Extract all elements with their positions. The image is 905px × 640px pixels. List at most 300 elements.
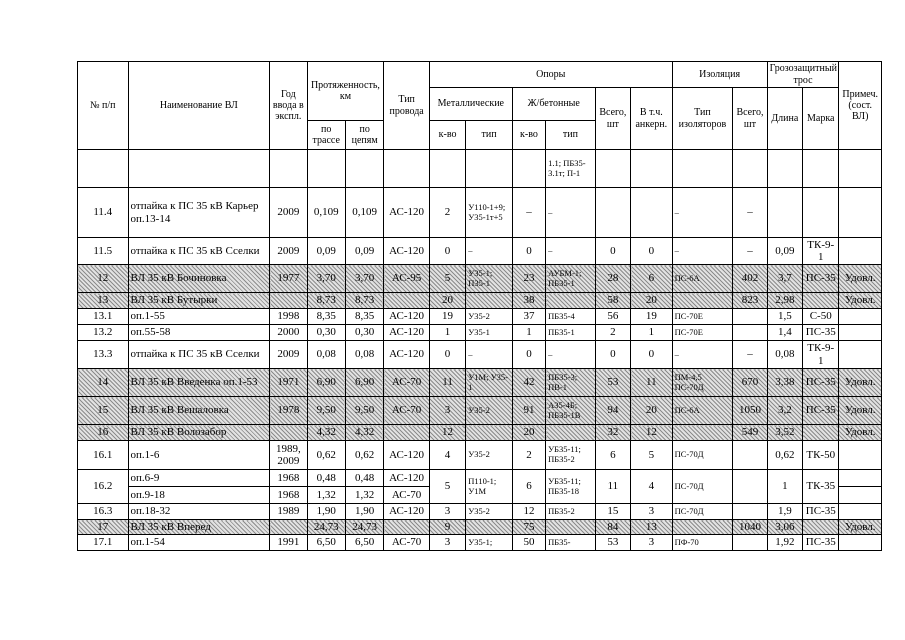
cell-insulator-type: ПС-6А [672, 397, 733, 425]
cell-ground-brand [803, 188, 839, 238]
cell-concrete-count: 0 [512, 341, 545, 369]
cell-num: 16 [78, 425, 129, 441]
cell-name: отпайка к ПС 35 кВ Сселки [128, 238, 270, 265]
cell-year: 1977 [270, 265, 307, 293]
cell-insulator-type: ПС-70Е [672, 325, 733, 341]
cell-ground-brand: ПС-35 [803, 504, 839, 520]
cell-length-circuits: 3,70 [345, 265, 383, 293]
cell-wire: АС-120 [384, 238, 430, 265]
cell-name: оп.1-55 [128, 309, 270, 325]
cell-wire [384, 293, 430, 309]
header-anchor: В т.ч. анкерн. [631, 88, 673, 150]
cell-metal-count: 5 [429, 265, 465, 293]
header-concrete-count: к-во [512, 121, 545, 150]
cell-concrete-type: 1.1; ПБ35-3.1т; П-1 [546, 150, 596, 188]
table-row [78, 238, 882, 265]
cell-ground-brand: ТК-35 [803, 470, 839, 504]
cell-num: 15 [78, 397, 129, 425]
cell-metal-type: У35-1; [466, 535, 513, 551]
cell-ground-length: 3,7 [767, 265, 802, 293]
cell-length-route: 4,32 [307, 425, 345, 441]
cell-length-route [307, 150, 345, 188]
cell-ground-brand: ПС-35 [803, 325, 839, 341]
cell-length-circuits: 6,90 [345, 369, 383, 397]
cell-length-route: 0,109 [307, 188, 345, 238]
cell-concrete-count: 75 [512, 520, 545, 535]
table-row [78, 265, 882, 293]
cell-num: 13.1 [78, 309, 129, 325]
cell-year: 1989, 2009 [270, 441, 307, 470]
cell-num: 17.1 [78, 535, 129, 551]
cell-year [270, 293, 307, 309]
cell-insulator-total [733, 441, 767, 470]
cell-ground-length: 3,2 [767, 397, 802, 425]
cell-metal-count [429, 150, 465, 188]
cell-concrete-type: УБ35-11; ПБ35-2 [546, 441, 596, 470]
header-insulator-type: Тип изоляторов [672, 88, 733, 150]
cell-name: ВЛ 35 кВ Введенка оп.1-53 [128, 369, 270, 397]
cell-total: 56 [595, 309, 630, 325]
cell-ground-length [767, 188, 802, 238]
table-row [78, 341, 882, 369]
cell-insulator-total: – [733, 341, 767, 369]
cell-anchor [631, 150, 673, 188]
cell-concrete-type: ПБ35-2 [546, 504, 596, 520]
cell-ground-length: 1,4 [767, 325, 802, 341]
cell-metal-type [466, 520, 513, 535]
cell-insulator-type: ПМ-4,5 ПС-70Д [672, 369, 733, 397]
cell-name: ВЛ 35 кВ Вперед [128, 520, 270, 535]
cell-length-route: 6,50 [307, 535, 345, 551]
cell-concrete-count: 91 [512, 397, 545, 425]
cell-concrete-type: – [546, 238, 596, 265]
cell-ground-length: 1,5 [767, 309, 802, 325]
cell-year: 2000 [270, 325, 307, 341]
cell-metal-type: У35-2 [466, 397, 513, 425]
cell-anchor: 11 [631, 369, 673, 397]
cell-ground-brand: С-50 [803, 309, 839, 325]
cell-metal-type [466, 150, 513, 188]
cell-anchor: 0 [631, 341, 673, 369]
table-row [78, 520, 882, 535]
cell-metal-type: У110-1+9; У35-1т+5 [466, 188, 513, 238]
table-body-16-2 [78, 470, 882, 504]
cell-total: 0 [595, 341, 630, 369]
cell-insulator-total: 402 [733, 265, 767, 293]
cell-metal-type: У35-1; П35-1 [466, 265, 513, 293]
cell-concrete-type [546, 425, 596, 441]
cell-note: Удовл. [839, 397, 882, 425]
table-row [78, 470, 882, 487]
cell-ground-brand: ПС-35 [803, 369, 839, 397]
cell-insulator-total: 549 [733, 425, 767, 441]
cell-name: отпайка к ПС 35 кВ Карьер оп.13-14 [128, 188, 270, 238]
cell-length-circuits: 1,32 [345, 487, 383, 504]
header-wire: Тип провода [384, 62, 430, 150]
cell-note [839, 487, 882, 504]
cell-metal-count: 20 [429, 293, 465, 309]
cell-length-circuits: 8,35 [345, 309, 383, 325]
cell-metal-count: 19 [429, 309, 465, 325]
cell-length-route: 1,90 [307, 504, 345, 520]
cell-length-circuits: 0,09 [345, 238, 383, 265]
cell-metal-count: 12 [429, 425, 465, 441]
cell-ground-brand: ТК-9-1 [803, 341, 839, 369]
cell-length-circuits: 24,73 [345, 520, 383, 535]
cell-length-route: 0,62 [307, 441, 345, 470]
cell-note: Удовл. [839, 293, 882, 309]
cell-num: 16.1 [78, 441, 129, 470]
cell-anchor: 3 [631, 504, 673, 520]
cell-length-route: 0,08 [307, 341, 345, 369]
cell-ground-length: 0,09 [767, 238, 802, 265]
cell-insulator-total: – [733, 188, 767, 238]
header-name: Наименование ВЛ [128, 62, 270, 150]
cell-note [839, 341, 882, 369]
cell-metal-type: П110-1; У1М [466, 470, 513, 504]
cell-num: 12 [78, 265, 129, 293]
cell-num: 14 [78, 369, 129, 397]
cell-ground-length: 3,06 [767, 520, 802, 535]
cell-anchor: 5 [631, 441, 673, 470]
cell-concrete-count: 42 [512, 369, 545, 397]
cell-year: 2009 [270, 238, 307, 265]
cell-ground-length: 3,52 [767, 425, 802, 441]
cell-concrete-type: ПБ35-4 [546, 309, 596, 325]
cell-num: 13.3 [78, 341, 129, 369]
cell-ground-brand: ТК-50 [803, 441, 839, 470]
cell-insulator-type: ПФ-70 [672, 535, 733, 551]
cell-anchor: 6 [631, 265, 673, 293]
cell-total: 0 [595, 238, 630, 265]
cell-name: оп.1-6 [128, 441, 270, 470]
cell-length-circuits: 0,30 [345, 325, 383, 341]
cell-length-route: 8,35 [307, 309, 345, 325]
cell-name: оп.18-32 [128, 504, 270, 520]
cell-length-route: 9,50 [307, 397, 345, 425]
cell-num: 16.2 [78, 470, 129, 504]
cell-ground-length [767, 150, 802, 188]
cell-insulator-total: 1050 [733, 397, 767, 425]
cell-name [128, 150, 270, 188]
cell-concrete-type [546, 293, 596, 309]
cell-concrete-count: 0 [512, 238, 545, 265]
cell-metal-count: 5 [429, 470, 465, 504]
cell-note [839, 441, 882, 470]
cell-metal-count: 4 [429, 441, 465, 470]
cell-year: 1968 [270, 470, 307, 487]
cell-metal-type: – [466, 238, 513, 265]
header-insulation: Изоляция [672, 62, 767, 88]
cell-wire: АС-70 [384, 535, 430, 551]
cell-ground-length: 1,92 [767, 535, 802, 551]
cell-length-circuits: 0,109 [345, 188, 383, 238]
cell-year: 1971 [270, 369, 307, 397]
cell-concrete-count [512, 150, 545, 188]
cell-year: 1998 [270, 309, 307, 325]
header-supports: Опоры [429, 62, 672, 88]
cell-metal-type [466, 425, 513, 441]
cell-ground-brand [803, 150, 839, 188]
cell-length-circuits: 4,32 [345, 425, 383, 441]
cell-total: 32 [595, 425, 630, 441]
cell-insulator-type: ПС-70Е [672, 309, 733, 325]
cell-year: 1989 [270, 504, 307, 520]
cell-concrete-type: – [546, 341, 596, 369]
cell-name: ВЛ 35 кВ Вешаловка [128, 397, 270, 425]
table-row [78, 293, 882, 309]
cell-name: ВЛ 35 кВ Бочиновка [128, 265, 270, 293]
table-row [78, 309, 882, 325]
cell-note: Удовл. [839, 265, 882, 293]
cell-metal-count: 3 [429, 397, 465, 425]
cell-metal-type: – [466, 341, 513, 369]
cell-ground-brand: ПС-35 [803, 265, 839, 293]
header-insulator-total: Всего, шт [733, 88, 767, 150]
table-row [78, 397, 882, 425]
cell-num: 13.2 [78, 325, 129, 341]
cell-concrete-type: ПБ35- [546, 535, 596, 551]
cell-ground-length: 1,9 [767, 504, 802, 520]
cell-metal-type: У35-2 [466, 504, 513, 520]
cell-concrete-type: ПБ35-3; ПВ-1 [546, 369, 596, 397]
cell-insulator-total: 670 [733, 369, 767, 397]
header-metal: Металлические [429, 88, 512, 121]
cell-year [270, 520, 307, 535]
cell-num: 17 [78, 520, 129, 535]
cell-total: 2 [595, 325, 630, 341]
cell-length-route: 6,90 [307, 369, 345, 397]
cell-concrete-count: 50 [512, 535, 545, 551]
cell-ground-length: 0,08 [767, 341, 802, 369]
cell-insulator-total: – [733, 238, 767, 265]
cell-year: 2009 [270, 188, 307, 238]
cell-total [595, 150, 630, 188]
cell-total: 53 [595, 369, 630, 397]
cell-insulator-total [733, 150, 767, 188]
header-ground-wire: Грозозащитный трос [767, 62, 839, 88]
cell-anchor: 4 [631, 470, 673, 504]
header-num: № п/п [78, 62, 129, 150]
cell-concrete-count: – [512, 188, 545, 238]
cell-anchor: 20 [631, 397, 673, 425]
cell-anchor: 1 [631, 325, 673, 341]
cell-insulator-total [733, 309, 767, 325]
cell-anchor: 13 [631, 520, 673, 535]
cell-metal-count: 1 [429, 325, 465, 341]
cell-concrete-type: ПБ35-1 [546, 325, 596, 341]
cell-wire: АС-120 [384, 188, 430, 238]
cell-insulator-total [733, 535, 767, 551]
cell-metal-count: 3 [429, 535, 465, 551]
cell-insulator-total [733, 470, 767, 504]
cell-length-circuits: 8,73 [345, 293, 383, 309]
cell-anchor: 0 [631, 238, 673, 265]
header-metal-type: тип [466, 121, 513, 150]
table-body-bottom [78, 504, 882, 551]
cell-concrete-type: АУБМ-1; ПБ35-1 [546, 265, 596, 293]
cell-total: 28 [595, 265, 630, 293]
cell-concrete-count: 23 [512, 265, 545, 293]
cell-length-circuits: 0,48 [345, 470, 383, 487]
cell-insulator-type [672, 425, 733, 441]
cell-length-circuits: 1,90 [345, 504, 383, 520]
cell-num: 13 [78, 293, 129, 309]
cell-metal-count: 3 [429, 504, 465, 520]
cell-metal-type: У1М; У35-1 [466, 369, 513, 397]
header-ground-brand: Марка [803, 88, 839, 150]
cell-wire: АС-95 [384, 265, 430, 293]
cell-note [839, 470, 882, 487]
cell-wire: АС-120 [384, 470, 430, 487]
cell-year: 1978 [270, 397, 307, 425]
cell-total [595, 188, 630, 238]
cell-ground-brand: ТК-9-1 [803, 238, 839, 265]
cell-note [839, 309, 882, 325]
cell-metal-type: У35-2 [466, 309, 513, 325]
cell-length-circuits: 6,50 [345, 535, 383, 551]
cell-insulator-type [672, 293, 733, 309]
cell-insulator-total: 823 [733, 293, 767, 309]
cell-length-circuits [345, 150, 383, 188]
cell-note [839, 188, 882, 238]
cell-length-route: 0,09 [307, 238, 345, 265]
cell-concrete-type [546, 520, 596, 535]
cell-insulator-type [672, 520, 733, 535]
cell-wire: АС-120 [384, 441, 430, 470]
cell-ground-brand: ПС-35 [803, 397, 839, 425]
cell-concrete-count: 2 [512, 441, 545, 470]
cell-note: Удовл. [839, 425, 882, 441]
table-row [78, 325, 882, 341]
cell-num [78, 150, 129, 188]
cell-insulator-total [733, 325, 767, 341]
table-row [78, 150, 882, 188]
cell-metal-count: 11 [429, 369, 465, 397]
cell-total: 53 [595, 535, 630, 551]
cell-total: 58 [595, 293, 630, 309]
cell-ground-brand: ПС-35 [803, 535, 839, 551]
cell-wire: АС-120 [384, 341, 430, 369]
table-row [78, 441, 882, 470]
cell-note [839, 238, 882, 265]
cell-anchor: 19 [631, 309, 673, 325]
cell-insulator-type: – [672, 238, 733, 265]
cell-concrete-count: 1 [512, 325, 545, 341]
cell-note [839, 150, 882, 188]
cell-insulator-type: – [672, 188, 733, 238]
cell-wire: АС-70 [384, 397, 430, 425]
cell-note [839, 504, 882, 520]
cell-ground-brand [803, 520, 839, 535]
cell-wire: АС-70 [384, 487, 430, 504]
cell-year: 2009 [270, 341, 307, 369]
cell-wire [384, 520, 430, 535]
cell-wire: АС-70 [384, 369, 430, 397]
cell-year: 1991 [270, 535, 307, 551]
cell-ground-length: 2,98 [767, 293, 802, 309]
header-concrete: Ж/бетонные [512, 88, 595, 121]
cell-length-route: 3,70 [307, 265, 345, 293]
cell-metal-type [466, 293, 513, 309]
cell-wire: АС-120 [384, 504, 430, 520]
table-row [78, 188, 882, 238]
cell-length-circuits: 9,50 [345, 397, 383, 425]
cell-year: 1968 [270, 487, 307, 504]
cell-metal-count: 0 [429, 341, 465, 369]
cell-metal-count: 9 [429, 520, 465, 535]
cell-metal-type: У35-1 [466, 325, 513, 341]
cell-name: ВЛ 35 кВ Волозабор [128, 425, 270, 441]
cell-metal-count: 2 [429, 188, 465, 238]
cell-concrete-count: 6 [512, 470, 545, 504]
cell-length-route: 8,73 [307, 293, 345, 309]
cell-total: 94 [595, 397, 630, 425]
cell-total: 84 [595, 520, 630, 535]
cell-wire [384, 150, 430, 188]
cell-ground-length: 3,38 [767, 369, 802, 397]
header-length-circuits: по цепям [345, 121, 383, 150]
cell-insulator-type: – [672, 341, 733, 369]
cell-ground-brand [803, 425, 839, 441]
cell-insulator-type: ПС-70Д [672, 470, 733, 504]
cell-concrete-count: 20 [512, 425, 545, 441]
cell-concrete-count: 12 [512, 504, 545, 520]
cell-name: отпайка к ПС 35 кВ Сселки [128, 341, 270, 369]
cell-anchor: 12 [631, 425, 673, 441]
header-concrete-type: тип [546, 121, 596, 150]
cell-concrete-type: А35-4Б; ПБ35-1В [546, 397, 596, 425]
cell-insulator-type: ПС-70Д [672, 441, 733, 470]
cell-total: 15 [595, 504, 630, 520]
cell-ground-length: 1 [767, 470, 802, 504]
cell-name: оп.1-54 [128, 535, 270, 551]
cell-concrete-type: – [546, 188, 596, 238]
cell-note: Удовл. [839, 520, 882, 535]
header-year: Год ввода в экспл. [270, 62, 307, 150]
header-note: Примеч. (сост. ВЛ) [839, 62, 882, 150]
cell-anchor [631, 188, 673, 238]
cell-anchor: 3 [631, 535, 673, 551]
cell-insulator-type: ПС-6А [672, 265, 733, 293]
table-body-top [78, 150, 882, 470]
cell-insulator-type: ПС-70Д [672, 504, 733, 520]
cell-length-route: 0,48 [307, 470, 345, 487]
cell-wire: АС-120 [384, 309, 430, 325]
cell-length-circuits: 0,62 [345, 441, 383, 470]
cell-note: Удовл. [839, 369, 882, 397]
cell-num: 11.5 [78, 238, 129, 265]
cell-total: 11 [595, 470, 630, 504]
cell-length-route: 24,73 [307, 520, 345, 535]
cell-year [270, 425, 307, 441]
table-row [78, 504, 882, 520]
table-row [78, 425, 882, 441]
cell-wire: АС-120 [384, 325, 430, 341]
cell-note [839, 535, 882, 551]
cell-name: оп.9-18 [128, 487, 270, 504]
cell-concrete-type: УБ35-11; ПБ35-18 [546, 470, 596, 504]
cell-name: оп.6-9 [128, 470, 270, 487]
cell-length-circuits: 0,08 [345, 341, 383, 369]
cell-metal-count: 0 [429, 238, 465, 265]
cell-concrete-count: 37 [512, 309, 545, 325]
cell-num: 11.4 [78, 188, 129, 238]
cell-year [270, 150, 307, 188]
vl-table [77, 61, 882, 551]
header-ground-length: Длина [767, 88, 802, 150]
cell-anchor: 20 [631, 293, 673, 309]
